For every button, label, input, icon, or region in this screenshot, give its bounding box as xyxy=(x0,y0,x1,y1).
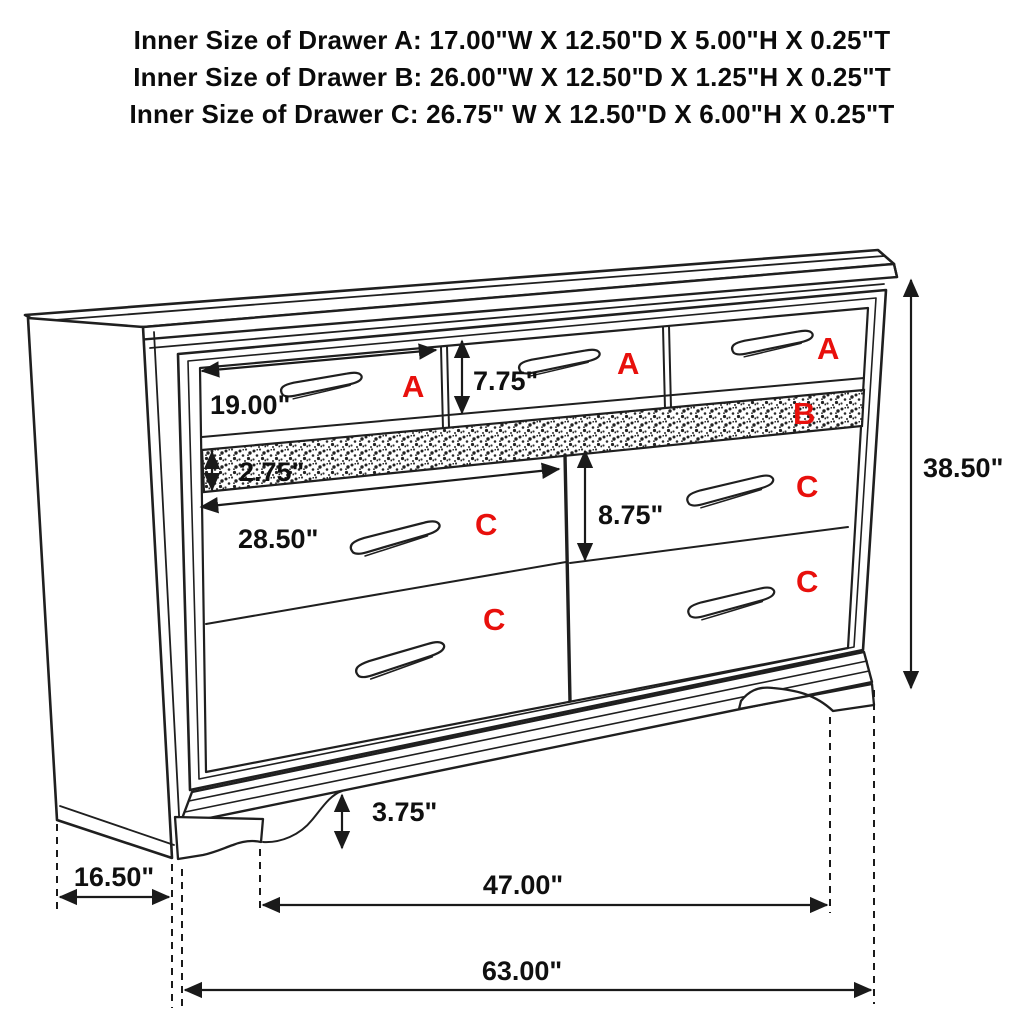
dim-label-drawer-a-width: 19.00" xyxy=(210,390,291,420)
left-panel xyxy=(28,318,172,858)
title-line-drawer-a: Inner Size of Drawer A: 17.00"W X 12.50"D X 5.00"H X 0.25"T xyxy=(133,25,891,55)
title-line-drawer-b: Inner Size of Drawer B: 26.00"W X 12.50"D X 1.25"H X 0.25"T xyxy=(133,62,891,92)
dim-label-drawer-a-height: 7.75" xyxy=(473,366,539,396)
letter-drawer-b: B xyxy=(793,396,816,431)
dresser-left-side-panel xyxy=(28,318,181,858)
dim-label-feet-span: 47.00" xyxy=(482,870,564,900)
letter-drawer-a2: A xyxy=(617,346,640,381)
letter-drawer-a3: A xyxy=(817,331,840,366)
title-line-drawer-c: Inner Size of Drawer C: 26.75" W X 12.50"D X 6.00"H X 0.25"T xyxy=(129,99,895,129)
letter-drawer-c-bottom-right: C xyxy=(796,564,819,599)
dim-label-overall-height: 38.50" xyxy=(923,453,1004,483)
dim-label-trim-height: 2.75" xyxy=(239,457,305,487)
dim-label-overall-depth: 16.50" xyxy=(73,862,155,892)
front-left-foot xyxy=(175,817,263,859)
letter-drawer-c-top-left: C xyxy=(475,507,498,542)
dim-label-foot-height: 3.75" xyxy=(372,797,438,827)
dim-label-drawer-c-height: 8.75" xyxy=(598,500,664,530)
dim-label-drawer-c-width: 28.50" xyxy=(238,524,319,554)
letter-drawer-c-top-right: C xyxy=(796,469,819,504)
dim-label-overall-width: 63.00" xyxy=(481,956,563,986)
letter-drawer-c-bottom-left: C xyxy=(483,602,506,637)
letter-drawer-a1: A xyxy=(402,369,425,404)
